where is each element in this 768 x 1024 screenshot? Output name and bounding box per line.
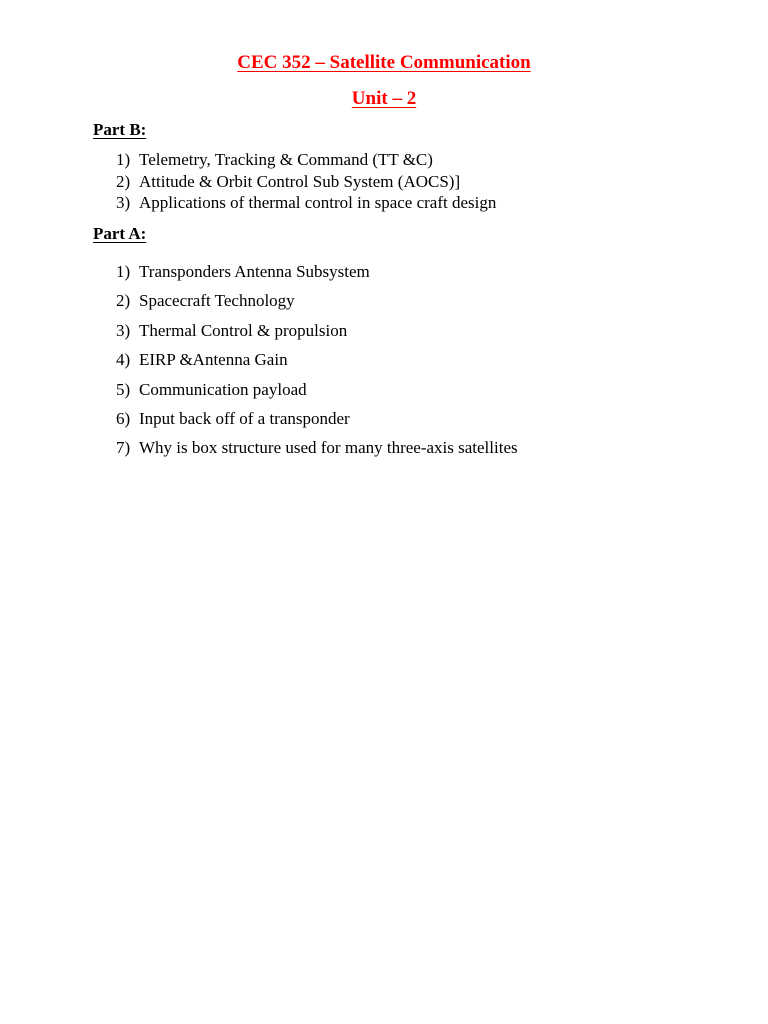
list-item-text: Why is box structure used for many three-axis satellites — [139, 438, 518, 458]
list-item — [116, 192, 496, 214]
list-item-number: 6) — [116, 408, 131, 428]
list-item — [116, 437, 518, 466]
unit-heading: Unit – 2 — [351, 88, 417, 109]
list-item-number: 3) — [116, 193, 131, 212]
list-item-text: Applications of thermal control in space craft design — [139, 193, 497, 212]
list-item-text: Input back off of a transponder — [139, 408, 350, 428]
list-item-text: Attitude & Orbit Control Sub System (AOCS)] — [139, 171, 461, 191]
list-item — [116, 320, 518, 349]
list-item — [116, 171, 496, 193]
list-item-number: 5) — [116, 379, 131, 399]
list-item-number: 1) — [116, 262, 131, 281]
part-b-list — [116, 149, 496, 214]
document-title: CEC 352 – Satellite Communication — [237, 52, 531, 73]
list-item — [116, 379, 518, 408]
list-item-text: Communication payload — [139, 379, 307, 399]
list-item-number: 3) — [116, 320, 131, 340]
list-item-number: 2) — [116, 291, 131, 311]
list-item — [116, 408, 518, 437]
list-item — [116, 349, 518, 378]
part-b-heading: Part B: — [93, 120, 147, 139]
part-a-heading: Part A: — [93, 224, 147, 243]
list-item — [116, 290, 518, 319]
list-item-text: EIRP &Antenna Gain — [139, 350, 288, 370]
list-item-text: Telemetry, Tracking & Command (TT &C) — [139, 150, 433, 169]
list-item — [116, 149, 496, 171]
list-item — [116, 261, 518, 290]
list-item-number: 7) — [116, 438, 131, 458]
list-item-text: Thermal Control & propulsion — [139, 320, 348, 340]
list-item-number: 1) — [116, 150, 131, 169]
list-item-text: Transponders Antenna Subsystem — [139, 262, 370, 281]
list-item-number: 4) — [116, 350, 131, 370]
list-item-text: Spacecraft Technology — [139, 291, 295, 311]
list-item-number: 2) — [116, 171, 131, 191]
part-a-list — [116, 261, 518, 467]
